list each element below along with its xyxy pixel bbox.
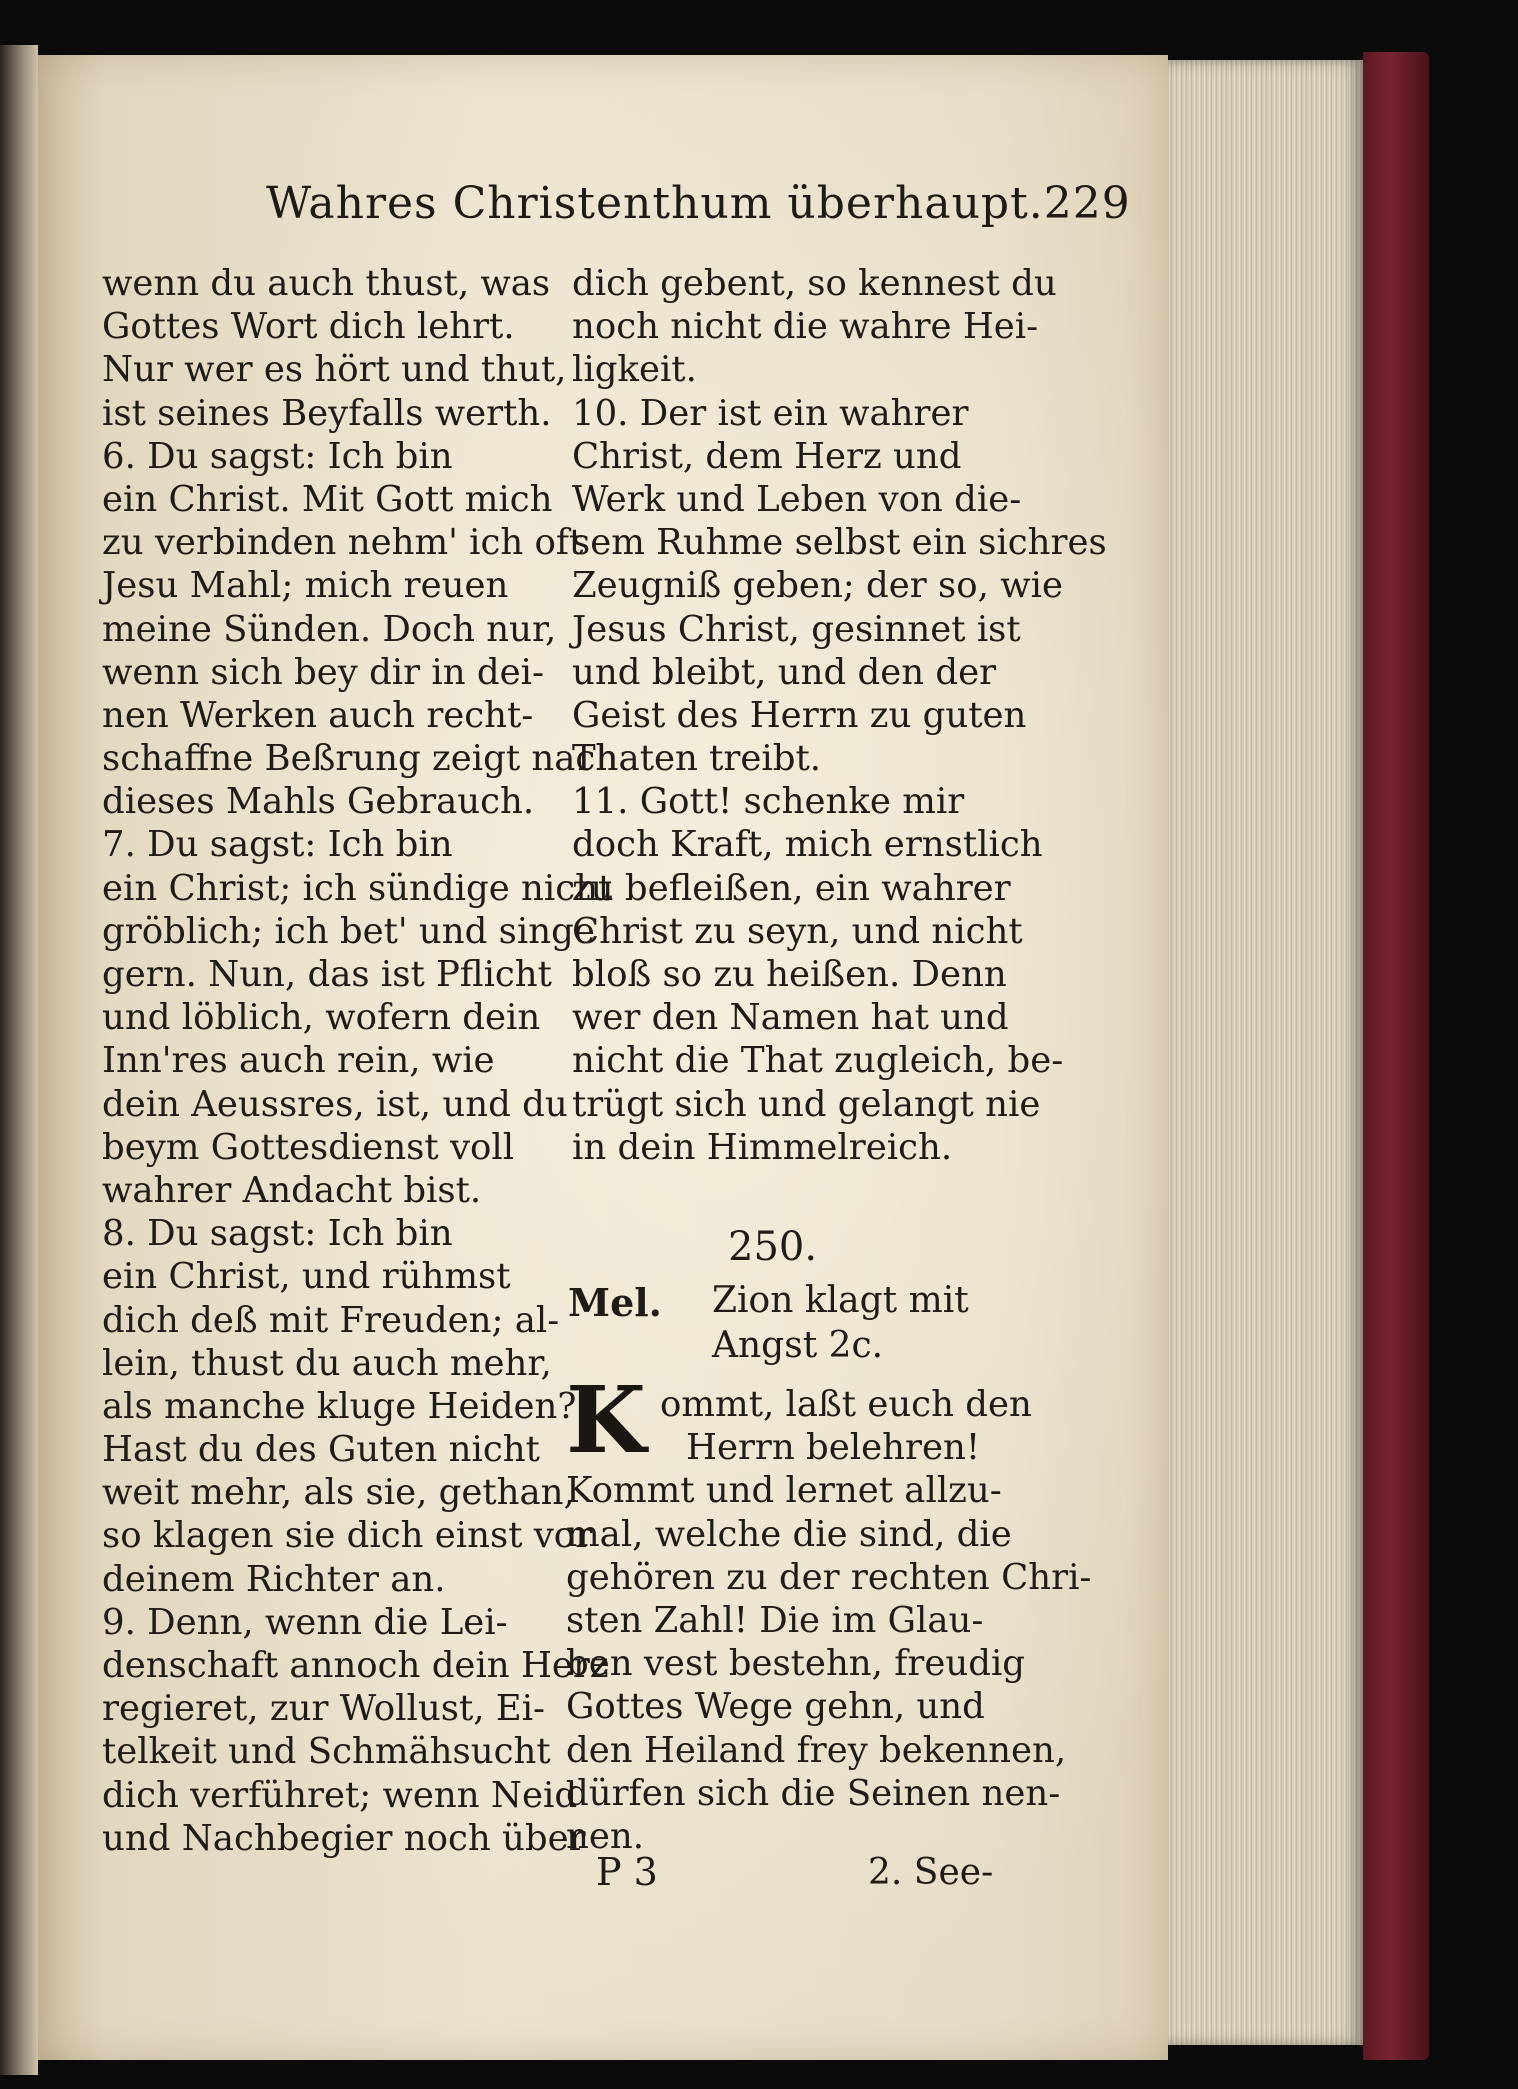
text-line: Herrn belehren!: [686, 1427, 981, 1469]
text-line: 8. Du sagst: Ich bin: [102, 1213, 453, 1255]
text-line: bloß so zu heißen. Denn: [572, 954, 1007, 995]
text-line: ligkeit.: [572, 349, 697, 391]
text-line: und Nachbegier noch über: [102, 1817, 586, 1859]
text-line: 10. Der ist ein wahrer: [572, 392, 969, 434]
melody-title-line-1: Zion klagt mit: [712, 1280, 969, 1321]
text-line: schaffne Beßrung zeigt nach: [102, 738, 619, 780]
text-line: Inn'res auch rein, wie: [102, 1040, 495, 1082]
text-line: ein Christ; ich sündige nicht: [102, 867, 613, 909]
text-line: Christ, dem Herz und: [572, 435, 962, 477]
text-line: sten Zahl! Die im Glau-: [566, 1599, 984, 1641]
text-line: doch Kraft, mich ernstlich: [572, 824, 1043, 866]
text-line: lein, thust du auch mehr,: [102, 1342, 552, 1384]
text-line: Hast du des Guten nicht: [102, 1429, 540, 1471]
text-line: dich verführet; wenn Neid: [102, 1774, 578, 1816]
book-cover: [1363, 52, 1429, 2060]
text-line: weit mehr, als sie, gethan,: [102, 1472, 575, 1514]
text-line: Geist des Herrn zu guten: [572, 694, 1027, 736]
text-line: ist seines Beyfalls werth.: [102, 392, 552, 434]
text-line: nicht die That zugleich, be-: [572, 1040, 1064, 1082]
text-line: wenn du auch thust, was: [102, 263, 551, 304]
text-line: Zeugniß geben; der so, wie: [572, 565, 1063, 607]
melody-label: Mel.: [568, 1280, 662, 1325]
text-line: dich gebent, so kennest du: [572, 263, 1057, 304]
text-line: mal, welche die sind, die: [566, 1513, 1012, 1555]
text-line: nen.: [566, 1815, 645, 1857]
text-line: ein Christ, und rühmst: [102, 1256, 511, 1298]
text-line: ommt, laßt euch den: [660, 1384, 1032, 1425]
text-line: Nur wer es hört und thut,: [102, 349, 567, 391]
text-line: nen Werken auch recht-: [102, 694, 534, 736]
right-column: [572, 262, 1107, 1169]
text-line: 7. Du sagst: Ich bin: [102, 824, 453, 866]
running-head-title: Wahres Christenthum überhaupt.: [266, 178, 1044, 229]
text-line: wer den Namen hat und: [572, 997, 1009, 1039]
text-line: regieret, zur Wollust, Ei-: [102, 1688, 546, 1730]
facing-page-edge: [0, 45, 38, 2075]
text-line: 11. Gott! schenke mir: [572, 781, 965, 823]
text-line: den Heiland frey bekennen,: [566, 1729, 1067, 1771]
text-line: und bleibt, und den der: [572, 651, 997, 693]
text-line: dürfen sich die Seinen nen-: [566, 1772, 1061, 1814]
text-line: deinem Richter an.: [102, 1558, 446, 1600]
text-line: Christ zu seyn, und nicht: [572, 910, 1023, 952]
page-number: 229: [1043, 178, 1131, 229]
text-line: wenn sich bey dir in dei-: [102, 651, 544, 693]
text-line: Jesus Christ, gesinnet ist: [572, 608, 1021, 650]
text-line: zu befleißen, ein wahrer: [572, 867, 1011, 909]
text-line: wahrer Andacht bist.: [102, 1169, 482, 1211]
running-head: [266, 178, 1131, 229]
signature-mark: P 3: [596, 1850, 658, 1894]
text-line: 6. Du sagst: Ich bin: [102, 435, 453, 477]
text-line: Jesu Mahl; mich reuen: [102, 565, 509, 607]
text-line: 9. Denn, wenn die Lei-: [102, 1601, 508, 1643]
text-line: denschaft annoch dein Herz: [102, 1645, 609, 1686]
text-line: noch nicht die wahre Hei-: [572, 306, 1039, 348]
text-line: Kommt und lernet allzu-: [566, 1470, 1002, 1512]
text-line: und löblich, wofern dein: [102, 997, 541, 1039]
drop-cap: K: [566, 1366, 646, 1474]
text-line: gern. Nun, das ist Pflicht: [102, 954, 552, 995]
text-line: dein Aeussres, ist, und du: [102, 1083, 568, 1125]
hymn-verse-1: [566, 1383, 1092, 1858]
catchword: 2. See-: [868, 1852, 994, 1893]
text-line: gehören zu der rechten Chri-: [566, 1556, 1092, 1598]
text-line: telkeit und Schmähsucht: [102, 1731, 551, 1773]
melody-title-line-2: Angst 2c.: [712, 1325, 884, 1366]
text-line: so klagen sie dich einst vor: [102, 1515, 593, 1557]
text-line: Gottes Wort dich lehrt.: [102, 306, 515, 348]
text-line: sem Ruhme selbst ein sichres: [572, 522, 1107, 564]
text-line: Thaten treibt.: [572, 738, 822, 780]
text-line: ein Christ. Mit Gott mich: [102, 478, 553, 520]
text-line: beym Gottesdienst voll: [102, 1126, 515, 1168]
text-line: dich deß mit Freuden; al-: [102, 1299, 560, 1341]
text-line: zu verbinden nehm' ich oft: [102, 522, 584, 564]
hymn-number: 250.: [728, 1224, 818, 1270]
text-line: als manche kluge Heiden?: [102, 1385, 577, 1427]
text-line: trügt sich und gelangt nie: [572, 1083, 1041, 1125]
text-line: dieses Mahls Gebrauch.: [102, 781, 535, 823]
page-edges: [1168, 60, 1363, 2045]
text-line: Werk und Leben von die-: [572, 478, 1022, 520]
text-line: ben vest bestehn, freudig: [566, 1643, 1026, 1685]
text-line: meine Sünden. Doch nur,: [102, 608, 557, 650]
text-line: gröblich; ich bet' und singe: [102, 910, 595, 952]
text-line: in dein Himmelreich.: [572, 1126, 953, 1168]
text-line: Gottes Wege gehn, und: [566, 1686, 985, 1728]
